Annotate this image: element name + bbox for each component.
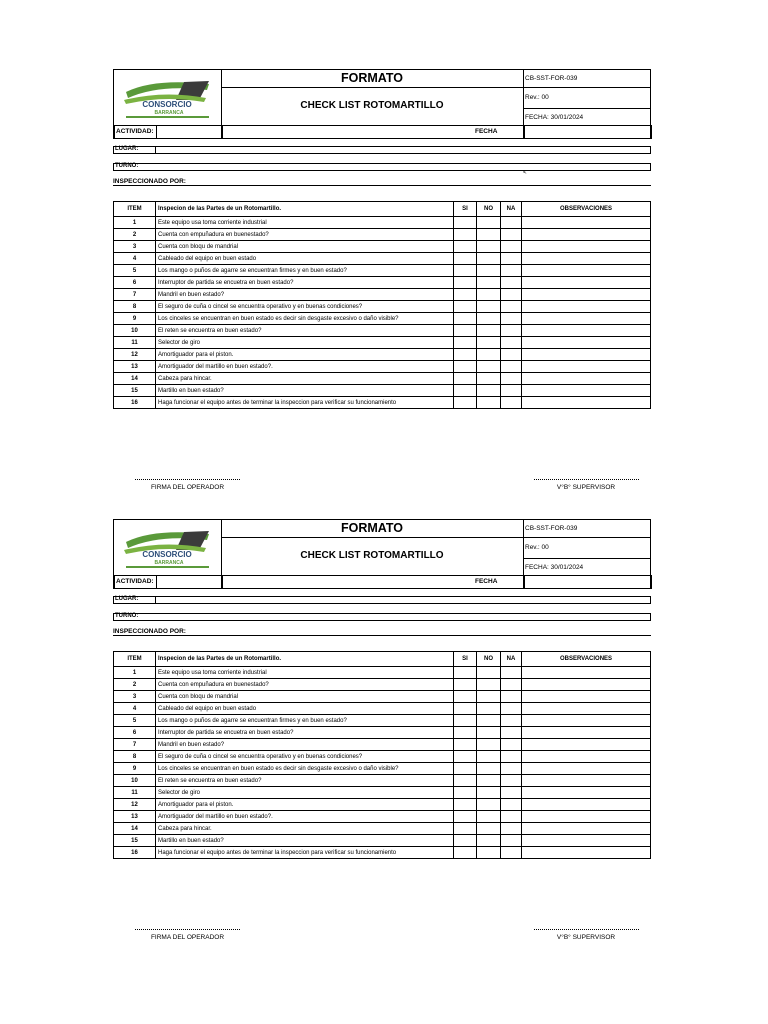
na-cell[interactable]	[501, 385, 522, 397]
table-row	[114, 361, 651, 373]
item-text: Selector de giro	[156, 787, 454, 799]
observaciones-cell[interactable]	[522, 823, 651, 835]
form-header	[113, 69, 651, 139]
turno-row	[113, 613, 651, 621]
table-row	[114, 397, 651, 409]
no-cell[interactable]	[477, 253, 501, 265]
operator-signature	[135, 479, 240, 491]
turno-row	[113, 163, 651, 171]
na-cell[interactable]	[501, 337, 522, 349]
item-text: Cuenta con empuñadura en buenestado?	[156, 229, 454, 241]
na-cell[interactable]	[501, 373, 522, 385]
item-number: 2	[114, 679, 156, 691]
item-text: Los cinceles se encuentran en buen estado es decir sin desgaste excesivo o daño visible?	[156, 313, 454, 325]
col-item: ITEM	[114, 652, 156, 667]
item-number: 5	[114, 715, 156, 727]
item-number: 13	[114, 811, 156, 823]
na-cell[interactable]	[501, 835, 522, 847]
na-cell[interactable]	[501, 301, 522, 313]
actividad-label: ACTIVIDAD:	[116, 128, 154, 135]
observaciones-cell[interactable]	[522, 385, 651, 397]
na-cell[interactable]	[501, 265, 522, 277]
item-text: El seguro de cuña o cincel se encuentra operativo y en buenas condiciones?	[156, 751, 454, 763]
item-text: Los cinceles se encuentran en buen estado es decir sin desgaste excesivo o daño visible?	[156, 763, 454, 775]
logo-line2: BARRANCA	[154, 110, 184, 116]
item-text: Amortiguador para el piston.	[156, 349, 454, 361]
si-cell[interactable]	[454, 265, 477, 277]
col-si: SI	[454, 202, 477, 217]
col-inspection: Inspecion de las Partes de un Rotomartillo.	[156, 652, 454, 667]
supervisor-signature	[531, 929, 641, 941]
item-number: 12	[114, 349, 156, 361]
table-row	[114, 313, 651, 325]
item-text: Cableado del equipo en buen estado	[156, 703, 454, 715]
col-observaciones: OBSERVACIONES	[522, 202, 651, 217]
form-subtitle: CHECK LIST ROTOMARTILLO	[300, 550, 444, 561]
na-cell[interactable]	[501, 349, 522, 361]
table-row	[114, 847, 651, 859]
item-text: Amortiguador para el piston.	[156, 799, 454, 811]
table-row	[114, 751, 651, 763]
item-number: 7	[114, 739, 156, 751]
col-na: NA	[501, 652, 522, 667]
item-text: Interruptor de partida se encuetra en buen estado?	[156, 277, 454, 289]
table-row	[114, 265, 651, 277]
na-cell[interactable]	[501, 811, 522, 823]
si-cell[interactable]	[454, 289, 477, 301]
no-cell[interactable]	[477, 385, 501, 397]
observaciones-cell[interactable]	[522, 241, 651, 253]
table-row	[114, 691, 651, 703]
observaciones-cell[interactable]	[522, 799, 651, 811]
item-number: 5	[114, 265, 156, 277]
no-cell[interactable]	[477, 775, 501, 787]
item-text: Martillo en buen estado?	[156, 835, 454, 847]
form-title: FORMATO	[221, 70, 523, 88]
no-cell[interactable]	[477, 277, 501, 289]
col-no: NO	[477, 652, 501, 667]
actividad-label: ACTIVIDAD:	[116, 578, 154, 585]
observaciones-cell[interactable]	[522, 349, 651, 361]
si-cell[interactable]	[454, 301, 477, 313]
observaciones-cell[interactable]	[522, 835, 651, 847]
observaciones-cell[interactable]	[522, 847, 651, 859]
lugar-label: LUGAR:	[115, 146, 139, 152]
table-row	[114, 325, 651, 337]
item-text: Este equipo usa toma corriente industrial	[156, 667, 454, 679]
no-cell[interactable]	[477, 679, 501, 691]
table-row	[114, 727, 651, 739]
item-text: Mandril en buen estado?	[156, 739, 454, 751]
col-no: NO	[477, 202, 501, 217]
item-number: 3	[114, 691, 156, 703]
supervisor-signature-label: V°B° SUPERVISOR	[556, 934, 616, 941]
no-cell[interactable]	[477, 313, 501, 325]
item-text: Interruptor de partida se encuetra en buen estado?	[156, 727, 454, 739]
na-cell[interactable]	[501, 691, 522, 703]
table-header-row	[114, 652, 651, 667]
item-number: 10	[114, 775, 156, 787]
col-observaciones: OBSERVACIONES	[522, 652, 651, 667]
form-rev: Rev.: 00	[523, 88, 650, 109]
no-cell[interactable]	[477, 751, 501, 763]
table-header-row	[114, 202, 651, 217]
no-cell[interactable]	[477, 667, 501, 679]
observaciones-cell[interactable]	[522, 751, 651, 763]
observaciones-cell[interactable]	[522, 787, 651, 799]
si-cell[interactable]	[454, 703, 477, 715]
logo-line2: BARRANCA	[154, 560, 184, 566]
na-cell[interactable]	[501, 751, 522, 763]
no-cell[interactable]	[477, 229, 501, 241]
item-text: Cuenta con bloqu de mandrial	[156, 241, 454, 253]
item-number: 16	[114, 847, 156, 859]
si-cell[interactable]	[454, 775, 477, 787]
form-code: CB-SST-FOR-039	[523, 520, 650, 538]
lugar-row	[113, 146, 651, 154]
observaciones-cell[interactable]	[522, 715, 651, 727]
no-cell[interactable]	[477, 301, 501, 313]
na-cell[interactable]	[501, 823, 522, 835]
lugar-row	[113, 596, 651, 604]
observaciones-cell[interactable]	[522, 325, 651, 337]
si-cell[interactable]	[454, 253, 477, 265]
operator-signature-label: FIRMA DEL OPERADOR	[150, 484, 225, 491]
fecha-label: FECHA	[475, 128, 498, 135]
si-cell[interactable]	[454, 361, 477, 373]
table-row	[114, 715, 651, 727]
si-cell[interactable]	[454, 787, 477, 799]
na-cell[interactable]	[501, 289, 522, 301]
no-cell[interactable]	[477, 397, 501, 409]
supervisor-signature-label: V°B° SUPERVISOR	[556, 484, 616, 491]
observaciones-cell[interactable]	[522, 397, 651, 409]
item-number: 16	[114, 397, 156, 409]
actividad-row	[114, 125, 652, 139]
item-number: 9	[114, 763, 156, 775]
inspeccionado-row	[113, 628, 651, 636]
si-cell[interactable]	[454, 337, 477, 349]
si-cell[interactable]	[454, 277, 477, 289]
item-number: 6	[114, 727, 156, 739]
na-cell[interactable]	[501, 799, 522, 811]
table-row	[114, 277, 651, 289]
observaciones-cell[interactable]	[522, 667, 651, 679]
item-number: 11	[114, 337, 156, 349]
item-text: Cuenta con empuñadura en buenestado?	[156, 679, 454, 691]
form-subtitle: CHECK LIST ROTOMARTILLO	[300, 100, 444, 111]
si-cell[interactable]	[454, 325, 477, 337]
table-row	[114, 229, 651, 241]
no-cell[interactable]	[477, 763, 501, 775]
logo-line1: CONSORCIO	[142, 100, 192, 109]
si-cell[interactable]	[454, 751, 477, 763]
na-cell[interactable]	[501, 667, 522, 679]
table-row	[114, 799, 651, 811]
inspeccionado-label: INSPECCIONADO POR:	[113, 178, 186, 185]
item-number: 4	[114, 703, 156, 715]
si-cell[interactable]	[454, 397, 477, 409]
operator-signature-label: FIRMA DEL OPERADOR	[150, 934, 225, 941]
item-number: 14	[114, 373, 156, 385]
item-text: Amortiguador del martillo en buen estado?.	[156, 361, 454, 373]
na-cell[interactable]	[501, 217, 522, 229]
si-cell[interactable]	[454, 241, 477, 253]
no-cell[interactable]	[477, 811, 501, 823]
si-cell[interactable]	[454, 811, 477, 823]
item-text: Cableado del equipo en buen estado	[156, 253, 454, 265]
na-cell[interactable]	[501, 703, 522, 715]
observaciones-cell[interactable]	[522, 703, 651, 715]
na-cell[interactable]	[501, 739, 522, 751]
observaciones-cell[interactable]	[522, 337, 651, 349]
na-cell[interactable]	[501, 679, 522, 691]
no-cell[interactable]	[477, 799, 501, 811]
item-text: Mandril en buen estado?	[156, 289, 454, 301]
operator-signature	[135, 929, 240, 941]
item-number: 14	[114, 823, 156, 835]
na-cell[interactable]	[501, 847, 522, 859]
table-row	[114, 349, 651, 361]
item-text: Amortiguador del martillo en buen estado?.	[156, 811, 454, 823]
observaciones-cell[interactable]	[522, 277, 651, 289]
no-cell[interactable]	[477, 241, 501, 253]
no-cell[interactable]	[477, 739, 501, 751]
no-cell[interactable]	[477, 325, 501, 337]
na-cell[interactable]	[501, 253, 522, 265]
form-header	[113, 519, 651, 589]
observaciones-cell[interactable]	[522, 217, 651, 229]
turno-label: TURNO:	[115, 613, 139, 619]
na-cell[interactable]	[501, 325, 522, 337]
observaciones-cell[interactable]	[522, 739, 651, 751]
item-number: 2	[114, 229, 156, 241]
item-number: 1	[114, 667, 156, 679]
observaciones-cell[interactable]	[522, 763, 651, 775]
col-inspection: Inspecion de las Partes de un Rotomartillo.	[156, 202, 454, 217]
table-row	[114, 823, 651, 835]
observaciones-cell[interactable]	[522, 361, 651, 373]
form-date: FECHA: 30/01/2024	[525, 114, 584, 121]
item-text: Este equipo usa toma corriente industrial	[156, 217, 454, 229]
form-rev: Rev.: 00	[523, 538, 650, 559]
si-cell[interactable]	[454, 763, 477, 775]
no-cell[interactable]	[477, 373, 501, 385]
fecha-label: FECHA	[475, 578, 498, 585]
si-cell[interactable]	[454, 835, 477, 847]
si-cell[interactable]	[454, 373, 477, 385]
si-cell[interactable]	[454, 229, 477, 241]
si-cell[interactable]	[454, 715, 477, 727]
item-text: El reten se encuentra en buen estado?	[156, 775, 454, 787]
item-number: 11	[114, 787, 156, 799]
table-row	[114, 835, 651, 847]
col-item: ITEM	[114, 202, 156, 217]
observaciones-cell[interactable]	[522, 727, 651, 739]
na-cell[interactable]	[501, 397, 522, 409]
item-number: 7	[114, 289, 156, 301]
na-cell[interactable]	[501, 241, 522, 253]
stray-mark: <	[523, 170, 527, 176]
item-number: 4	[114, 253, 156, 265]
si-cell[interactable]	[454, 385, 477, 397]
logo-line1: CONSORCIO	[142, 550, 192, 559]
inspeccionado-label: INSPECCIONADO POR:	[113, 628, 186, 635]
item-number: 15	[114, 385, 156, 397]
no-cell[interactable]	[477, 715, 501, 727]
table-row	[114, 385, 651, 397]
observaciones-cell[interactable]	[522, 775, 651, 787]
table-row	[114, 775, 651, 787]
no-cell[interactable]	[477, 691, 501, 703]
col-na: NA	[501, 202, 522, 217]
item-number: 10	[114, 325, 156, 337]
item-text: Selector de giro	[156, 337, 454, 349]
no-cell[interactable]	[477, 847, 501, 859]
table-row	[114, 289, 651, 301]
observaciones-cell[interactable]	[522, 811, 651, 823]
item-number: 8	[114, 301, 156, 313]
item-text: El seguro de cuña o cincel se encuentra operativo y en buenas condiciones?	[156, 301, 454, 313]
si-cell[interactable]	[454, 691, 477, 703]
item-number: 6	[114, 277, 156, 289]
si-cell[interactable]	[454, 799, 477, 811]
table-row	[114, 703, 651, 715]
na-cell[interactable]	[501, 787, 522, 799]
na-cell[interactable]	[501, 313, 522, 325]
no-cell[interactable]	[477, 823, 501, 835]
checklist-table	[113, 651, 651, 859]
si-cell[interactable]	[454, 217, 477, 229]
table-row	[114, 217, 651, 229]
observaciones-cell[interactable]	[522, 265, 651, 277]
si-cell[interactable]	[454, 349, 477, 361]
checklist-table	[113, 201, 651, 409]
si-cell[interactable]	[454, 727, 477, 739]
na-cell[interactable]	[501, 277, 522, 289]
si-cell[interactable]	[454, 313, 477, 325]
na-cell[interactable]	[501, 229, 522, 241]
si-cell[interactable]	[454, 739, 477, 751]
item-number: 13	[114, 361, 156, 373]
si-cell[interactable]	[454, 679, 477, 691]
form-date: FECHA: 30/01/2024	[525, 564, 584, 571]
table-row	[114, 253, 651, 265]
item-text: Los mango o puños de agarre se encuentran firmes y en buen estado?	[156, 265, 454, 277]
table-row	[114, 301, 651, 313]
no-cell[interactable]	[477, 349, 501, 361]
no-cell[interactable]	[477, 289, 501, 301]
no-cell[interactable]	[477, 703, 501, 715]
table-row	[114, 337, 651, 349]
item-text: Martillo en buen estado?	[156, 385, 454, 397]
inspeccionado-row	[113, 178, 651, 186]
observaciones-cell[interactable]	[522, 373, 651, 385]
actividad-row	[114, 575, 652, 589]
observaciones-cell[interactable]	[522, 253, 651, 265]
form-title: FORMATO	[221, 520, 523, 538]
si-cell[interactable]	[454, 823, 477, 835]
na-cell[interactable]	[501, 727, 522, 739]
observaciones-cell[interactable]	[522, 679, 651, 691]
form-code: CB-SST-FOR-039	[523, 70, 650, 88]
item-text: Haga funcionar el equipo antes de terminar la inspeccion para verificar su funcionamiento	[156, 397, 454, 409]
table-row	[114, 373, 651, 385]
observaciones-cell[interactable]	[522, 691, 651, 703]
no-cell[interactable]	[477, 217, 501, 229]
item-number: 3	[114, 241, 156, 253]
na-cell[interactable]	[501, 775, 522, 787]
item-number: 9	[114, 313, 156, 325]
supervisor-signature	[531, 479, 641, 491]
na-cell[interactable]	[501, 715, 522, 727]
na-cell[interactable]	[501, 763, 522, 775]
table-row	[114, 739, 651, 751]
observaciones-cell[interactable]	[522, 313, 651, 325]
table-row	[114, 667, 651, 679]
table-row	[114, 763, 651, 775]
table-row	[114, 811, 651, 823]
item-text: Los mango o puños de agarre se encuentran firmes y en buen estado?	[156, 715, 454, 727]
na-cell[interactable]	[501, 361, 522, 373]
observaciones-cell[interactable]	[522, 289, 651, 301]
item-text: Cabeza para hincar.	[156, 373, 454, 385]
no-cell[interactable]	[477, 361, 501, 373]
item-text: El reten se encuentra en buen estado?	[156, 325, 454, 337]
table-row	[114, 679, 651, 691]
col-si: SI	[454, 652, 477, 667]
no-cell[interactable]	[477, 835, 501, 847]
no-cell[interactable]	[477, 337, 501, 349]
no-cell[interactable]	[477, 727, 501, 739]
table-row	[114, 787, 651, 799]
item-text: Cabeza para hincar.	[156, 823, 454, 835]
item-number: 15	[114, 835, 156, 847]
si-cell[interactable]	[454, 847, 477, 859]
item-number: 12	[114, 799, 156, 811]
no-cell[interactable]	[477, 787, 501, 799]
no-cell[interactable]	[477, 265, 501, 277]
turno-label: TURNO:	[115, 163, 139, 169]
lugar-label: LUGAR:	[115, 596, 139, 602]
si-cell[interactable]	[454, 667, 477, 679]
item-number: 8	[114, 751, 156, 763]
item-number: 1	[114, 217, 156, 229]
item-text: Cuenta con bloqu de mandrial	[156, 691, 454, 703]
item-text: Haga funcionar el equipo antes de terminar la inspeccion para verificar su funcionamiento	[156, 847, 454, 859]
observaciones-cell[interactable]	[522, 229, 651, 241]
observaciones-cell[interactable]	[522, 301, 651, 313]
table-row	[114, 241, 651, 253]
